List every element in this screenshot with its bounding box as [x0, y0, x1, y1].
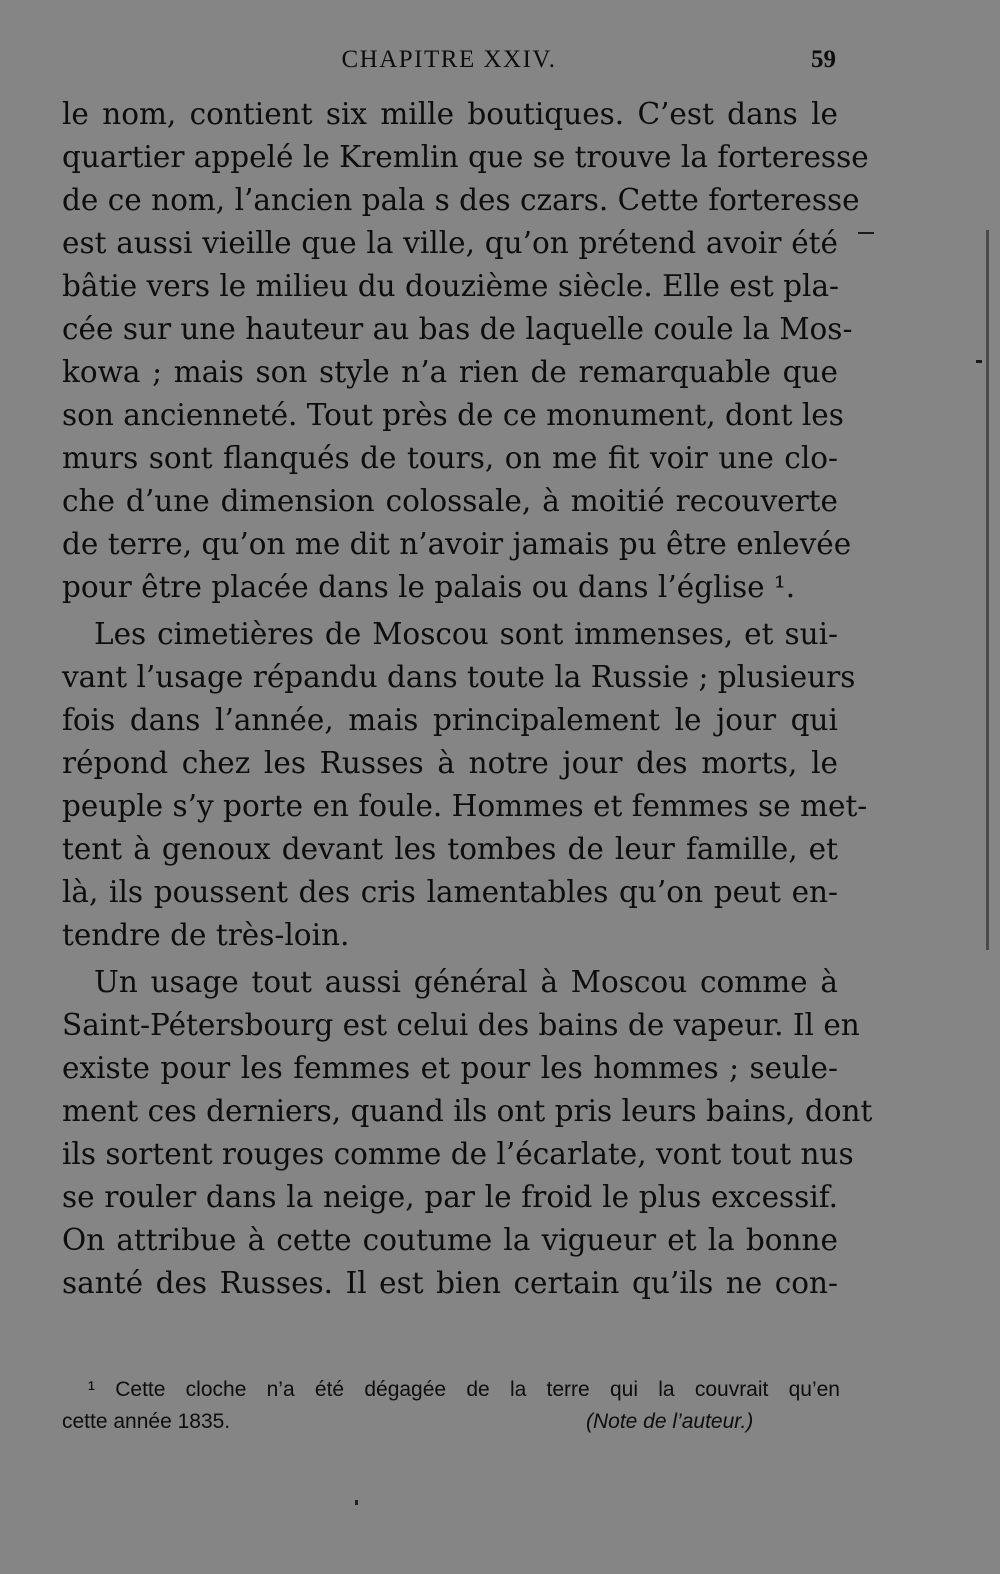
text-line: cée sur une hauteur au bas de laquelle coule la Mos-: [62, 312, 853, 346]
text-line: kowa ; mais son style n’a rien de remarquable que: [62, 355, 838, 389]
text-line: ils sortent rouges comme de l’écarlate, vont tout nus: [62, 1137, 854, 1171]
margin-dash: [858, 232, 874, 234]
text-line: le nom, contient six mille boutiques. C’est dans le: [62, 97, 838, 131]
footnote-line-2: [62, 1406, 840, 1438]
running-head: [62, 46, 836, 86]
text-line: fois dans l’année, mais principalement le jour qui: [62, 703, 838, 737]
chapter-title: CHAPITRE XXIV.: [341, 46, 557, 73]
text-line: vant l’usage répandu dans toute la Russie ; plusieurs: [62, 660, 856, 694]
text-line: existe pour les femmes et pour les hommes ; seule-: [62, 1051, 838, 1085]
text-line: ment ces derniers, quand ils ont pris leurs bains, dont: [62, 1094, 873, 1128]
footnote-attribution: (Note de l’auteur.): [586, 1410, 754, 1433]
text-line: tent à genoux devant les tombes de leur famille, et: [62, 832, 838, 866]
text-line: tendre de très-loin.: [62, 918, 350, 952]
text-line: pour être placée dans le palais ou dans l’église ¹.: [62, 570, 796, 604]
text-line: santé des Russes. Il est bien certain qu’ils ne con-: [62, 1266, 838, 1300]
text-line: de terre, qu’on me dit n’avoir jamais pu être enlevée: [62, 527, 852, 561]
text-line: Un usage tout aussi général à Moscou comme à: [94, 965, 838, 999]
text-line: de ce nom, l’ancien pala s des czars. Cette forteresse: [62, 183, 860, 217]
footnote-year: cette année 1835.: [62, 1410, 231, 1433]
text-line: là, ils poussent des cris lamentables qu’on peut en-: [62, 875, 838, 909]
scan-speck: [355, 1500, 358, 1505]
text-line: On attribue à cette coutume la vigueur et la bonne: [62, 1223, 838, 1257]
text-line: Saint-Pétersbourg est celui des bains de vapeur. Il en: [62, 1008, 860, 1042]
text-line: murs sont flanqués de tours, on me fit voir une clo-: [62, 441, 838, 475]
text-line: Les cimetières de Moscou sont immenses, et sui-: [94, 617, 838, 651]
margin-edge-line: [986, 230, 989, 950]
text-line: se rouler dans la neige, par le froid le plus excessif.: [62, 1180, 838, 1214]
page-number: 59: [811, 46, 836, 73]
text-line: répond chez les Russes à notre jour des morts, le: [62, 746, 838, 780]
text-line: son ancienneté. Tout près de ce monument, dont les: [62, 398, 844, 432]
text-line: che d’une dimension colossale, à moitié recouverte: [62, 484, 838, 518]
footnote-line: ¹ Cette cloche n’a été dégagée de la terre qui la couvrait qu’en: [88, 1378, 840, 1401]
text-line: bâtie vers le milieu du douzième siècle. Elle est pla-: [62, 269, 840, 303]
margin-tick: [976, 360, 982, 363]
text-line: est aussi vieille que la ville, qu’on prétend avoir été: [62, 226, 838, 260]
text-line: quartier appelé le Kremlin que se trouve la forteresse: [62, 140, 869, 174]
text-line: peuple s’y porte en foule. Hommes et femmes se met-: [62, 789, 868, 823]
